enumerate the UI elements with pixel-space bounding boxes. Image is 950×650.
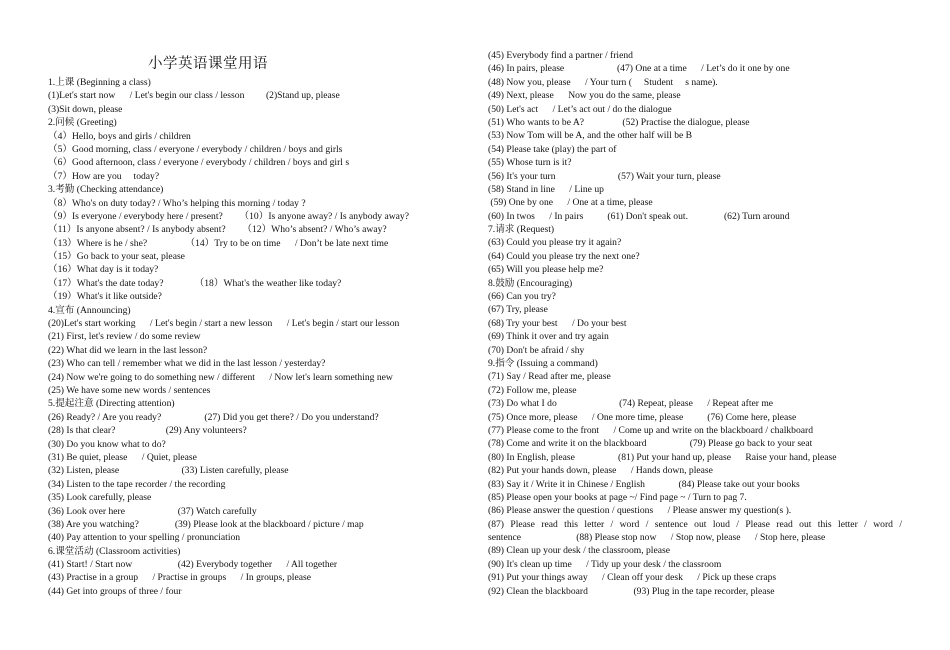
- text-line: (90) It's clean up time / Tidy up your desk / the classroom: [488, 558, 722, 570]
- section-heading: 7.请求 (Request): [488, 224, 555, 236]
- text-line: (23) Who can tell / remember what we did in the last lesson / yesterday?: [48, 358, 326, 370]
- text-line: (69) Think it over and try again: [488, 331, 609, 343]
- text-line: (56) It's your turn (57) Wait your turn, please: [488, 170, 721, 182]
- text-line: (78) Come and write it on the blackboard (79) Please go back to your seat: [488, 438, 813, 450]
- text-line: (59) One by one / One at a time, please: [488, 197, 653, 209]
- section-heading: 8.鼓励 (Encouraging): [488, 277, 573, 289]
- text-line: (73) Do what I do (74) Repeat, please / Repeat after me: [488, 398, 774, 410]
- text-line: (68) Try your best / Do your best: [488, 317, 627, 329]
- text-line: (66) Can you try?: [488, 291, 556, 303]
- text-line: 1.上课 (Beginning a class): [48, 77, 151, 88]
- text-line: (21) First, let's review / do some review: [48, 331, 201, 343]
- text-line: (58) Stand in line / Line up: [488, 183, 604, 195]
- text-line: (49) Next, please Now you do the same, please: [488, 90, 681, 102]
- text-line: (1)Let's start now / Let's begin our class / lesson (2)Stand up, please: [48, 90, 340, 102]
- left-line-list: [48, 76, 458, 598]
- text-line: (46) In pairs, please (47) One at a time / Let’s do it one by one: [488, 63, 790, 75]
- section-heading: 6.课堂活动 (Classroom activities): [48, 545, 181, 557]
- text-line: （9）Is everyone / everybody here / present? （10）Is anyone away? / Is anybody away?: [48, 210, 409, 222]
- text-line: (54) Please take (play) the part of: [488, 143, 617, 155]
- text-line: (35) Look carefully, please: [48, 492, 152, 504]
- text-line: （5）Good morning, class / everyone / everybody / children / boys and girls: [48, 143, 343, 155]
- text-line: (55) Whose turn is it?: [488, 157, 572, 169]
- text-line: (20)Let's start working / Let's begin / start a new lesson / Let's begin / start our lesson: [48, 318, 400, 330]
- text-line: (87) Please read this letter / word / sentence out loud / Please read out this letter / word /: [488, 518, 902, 530]
- text-line: (41) Start! / Start now (42) Everybody together / All together: [48, 559, 338, 571]
- text-line: sentence (88) Please stop now / Stop now, please / Stop here, please: [488, 532, 826, 544]
- text-line: (77) Please come to the front / Come up and write on the blackboard / chalkboard: [488, 424, 814, 436]
- section-heading: 2.问候 (Greeting): [48, 117, 117, 129]
- page-title: 小学英语课堂用语: [148, 56, 268, 72]
- text-line: (91) Put your things away / Clean off your desk / Pick up these craps: [488, 572, 777, 584]
- text-line: (60) In twos / In pairs (61) Don't speak out. (62) Turn around: [488, 210, 790, 222]
- text-line: (24) Now we're going to do something new / different / Now let's learn something new: [48, 371, 393, 383]
- text-line: (92) Clean the blackboard (93) Plug in the tape recorder, please: [488, 585, 775, 597]
- section-heading: 3.考勤 (Checking attendance): [48, 184, 164, 196]
- text-line: (34) Listen to the tape recorder / the recording: [48, 478, 226, 490]
- section-heading: 5.提起注意 (Directing attention): [48, 398, 175, 410]
- text-line: (43) Practise in a group / Practise in groups / In groups, please: [48, 572, 311, 584]
- text-line: (82) Put your hands down, please / Hands down, please: [488, 465, 713, 477]
- text-line: （7）How are you today?: [48, 170, 160, 182]
- text-line: （15）Go back to your seat, please: [48, 251, 185, 263]
- text-line: (50) Let's act / Let’s act out / do the dialogue: [488, 103, 672, 115]
- text-line: (64) Could you please try the next one?: [488, 250, 640, 262]
- text-line: (45) Everybody find a partner / friend: [488, 50, 633, 61]
- text-line: （16）What day is it today?: [48, 264, 159, 276]
- text-line: (86) Please answer the question / questions / Please answer my question(s ).: [488, 505, 792, 517]
- text-line: (30) Do you know what to do?: [48, 438, 166, 450]
- text-line: (3)Sit down, please: [48, 103, 123, 115]
- text-line: (22) What did we learn in the last lesson?: [48, 344, 208, 356]
- text-line: （19）What's it like outside?: [48, 291, 162, 303]
- text-line: （4）Hello, boys and girls / children: [48, 130, 191, 142]
- text-line: (53) Now Tom will be A, and the other half will be B: [488, 130, 693, 142]
- text-line: (44) Get into groups of three / four: [48, 585, 182, 597]
- text-line: (89) Clean up your desk / the classroom, please: [488, 545, 670, 557]
- text-line: (48) Now you, please / Your turn ( Student s name).: [488, 76, 718, 88]
- text-line: (28) Is that clear? (29) Any volunteers?: [48, 425, 247, 437]
- text-line: (72) Follow me, please: [488, 384, 577, 396]
- text-line: （8）Who's on duty today? / Who’s helping this morning / today ?: [48, 197, 306, 209]
- right-line-list: [488, 49, 902, 598]
- text-line: (63) Could you please try it again?: [488, 237, 622, 249]
- text-line: (80) In English, please (81) Put your hand up, please Raise your hand, please: [488, 451, 837, 463]
- text-line: (31) Be quiet, please / Quiet, please: [48, 451, 197, 463]
- section-heading: 4.宣布 (Announcing): [48, 304, 131, 316]
- text-line: (67) Try, please: [488, 304, 548, 316]
- text-line: (51) Who wants to be A? (52) Practise the dialogue, please: [488, 116, 750, 128]
- text-line: (26) Ready? / Are you ready? (27) Did you get there? / Do you understand?: [48, 411, 379, 423]
- text-line: (65) Will you please help me?: [488, 264, 604, 276]
- section-heading: 9.指令 (Issuing a command): [488, 357, 598, 369]
- text-line: （13）Where is he / she? （14）Try to be on time / Don’t be late next time: [48, 237, 389, 249]
- text-line: (70) Don't be afraid / shy: [488, 344, 585, 356]
- text-line: （11）Is anyone absent? / Is anybody absent? （12）Who’s absent? / Who’s away?: [48, 224, 387, 236]
- text-line: (75) Once more, please / One more time, please (76) Come here, please: [488, 411, 797, 423]
- text-line: （6）Good afternoon, class / everyone / everybody / children / boys and girl s: [48, 157, 350, 169]
- text-line: (32) Listen, please (33) Listen carefully, please: [48, 465, 289, 477]
- text-line: (36) Look over here (37) Watch carefully: [48, 505, 257, 517]
- text-line: (71) Say / Read after me, please: [488, 371, 611, 383]
- text-line: （17）What's the date today? （18）What's the weather like today?: [48, 277, 342, 289]
- text-line: (40) Pay attention to your spelling / pronunciation: [48, 532, 241, 544]
- text-line: (38) Are you watching? (39) Please look at the blackboard / picture / map: [48, 518, 364, 530]
- text-line: (25) We have some new words / sentences: [48, 384, 211, 396]
- text-line: (85) Please open your books at page ~/ Find page ~ / Turn to pag 7.: [488, 491, 747, 503]
- text-line: (83) Say it / Write it in Chinese / English (84) Please take out your books: [488, 478, 800, 490]
